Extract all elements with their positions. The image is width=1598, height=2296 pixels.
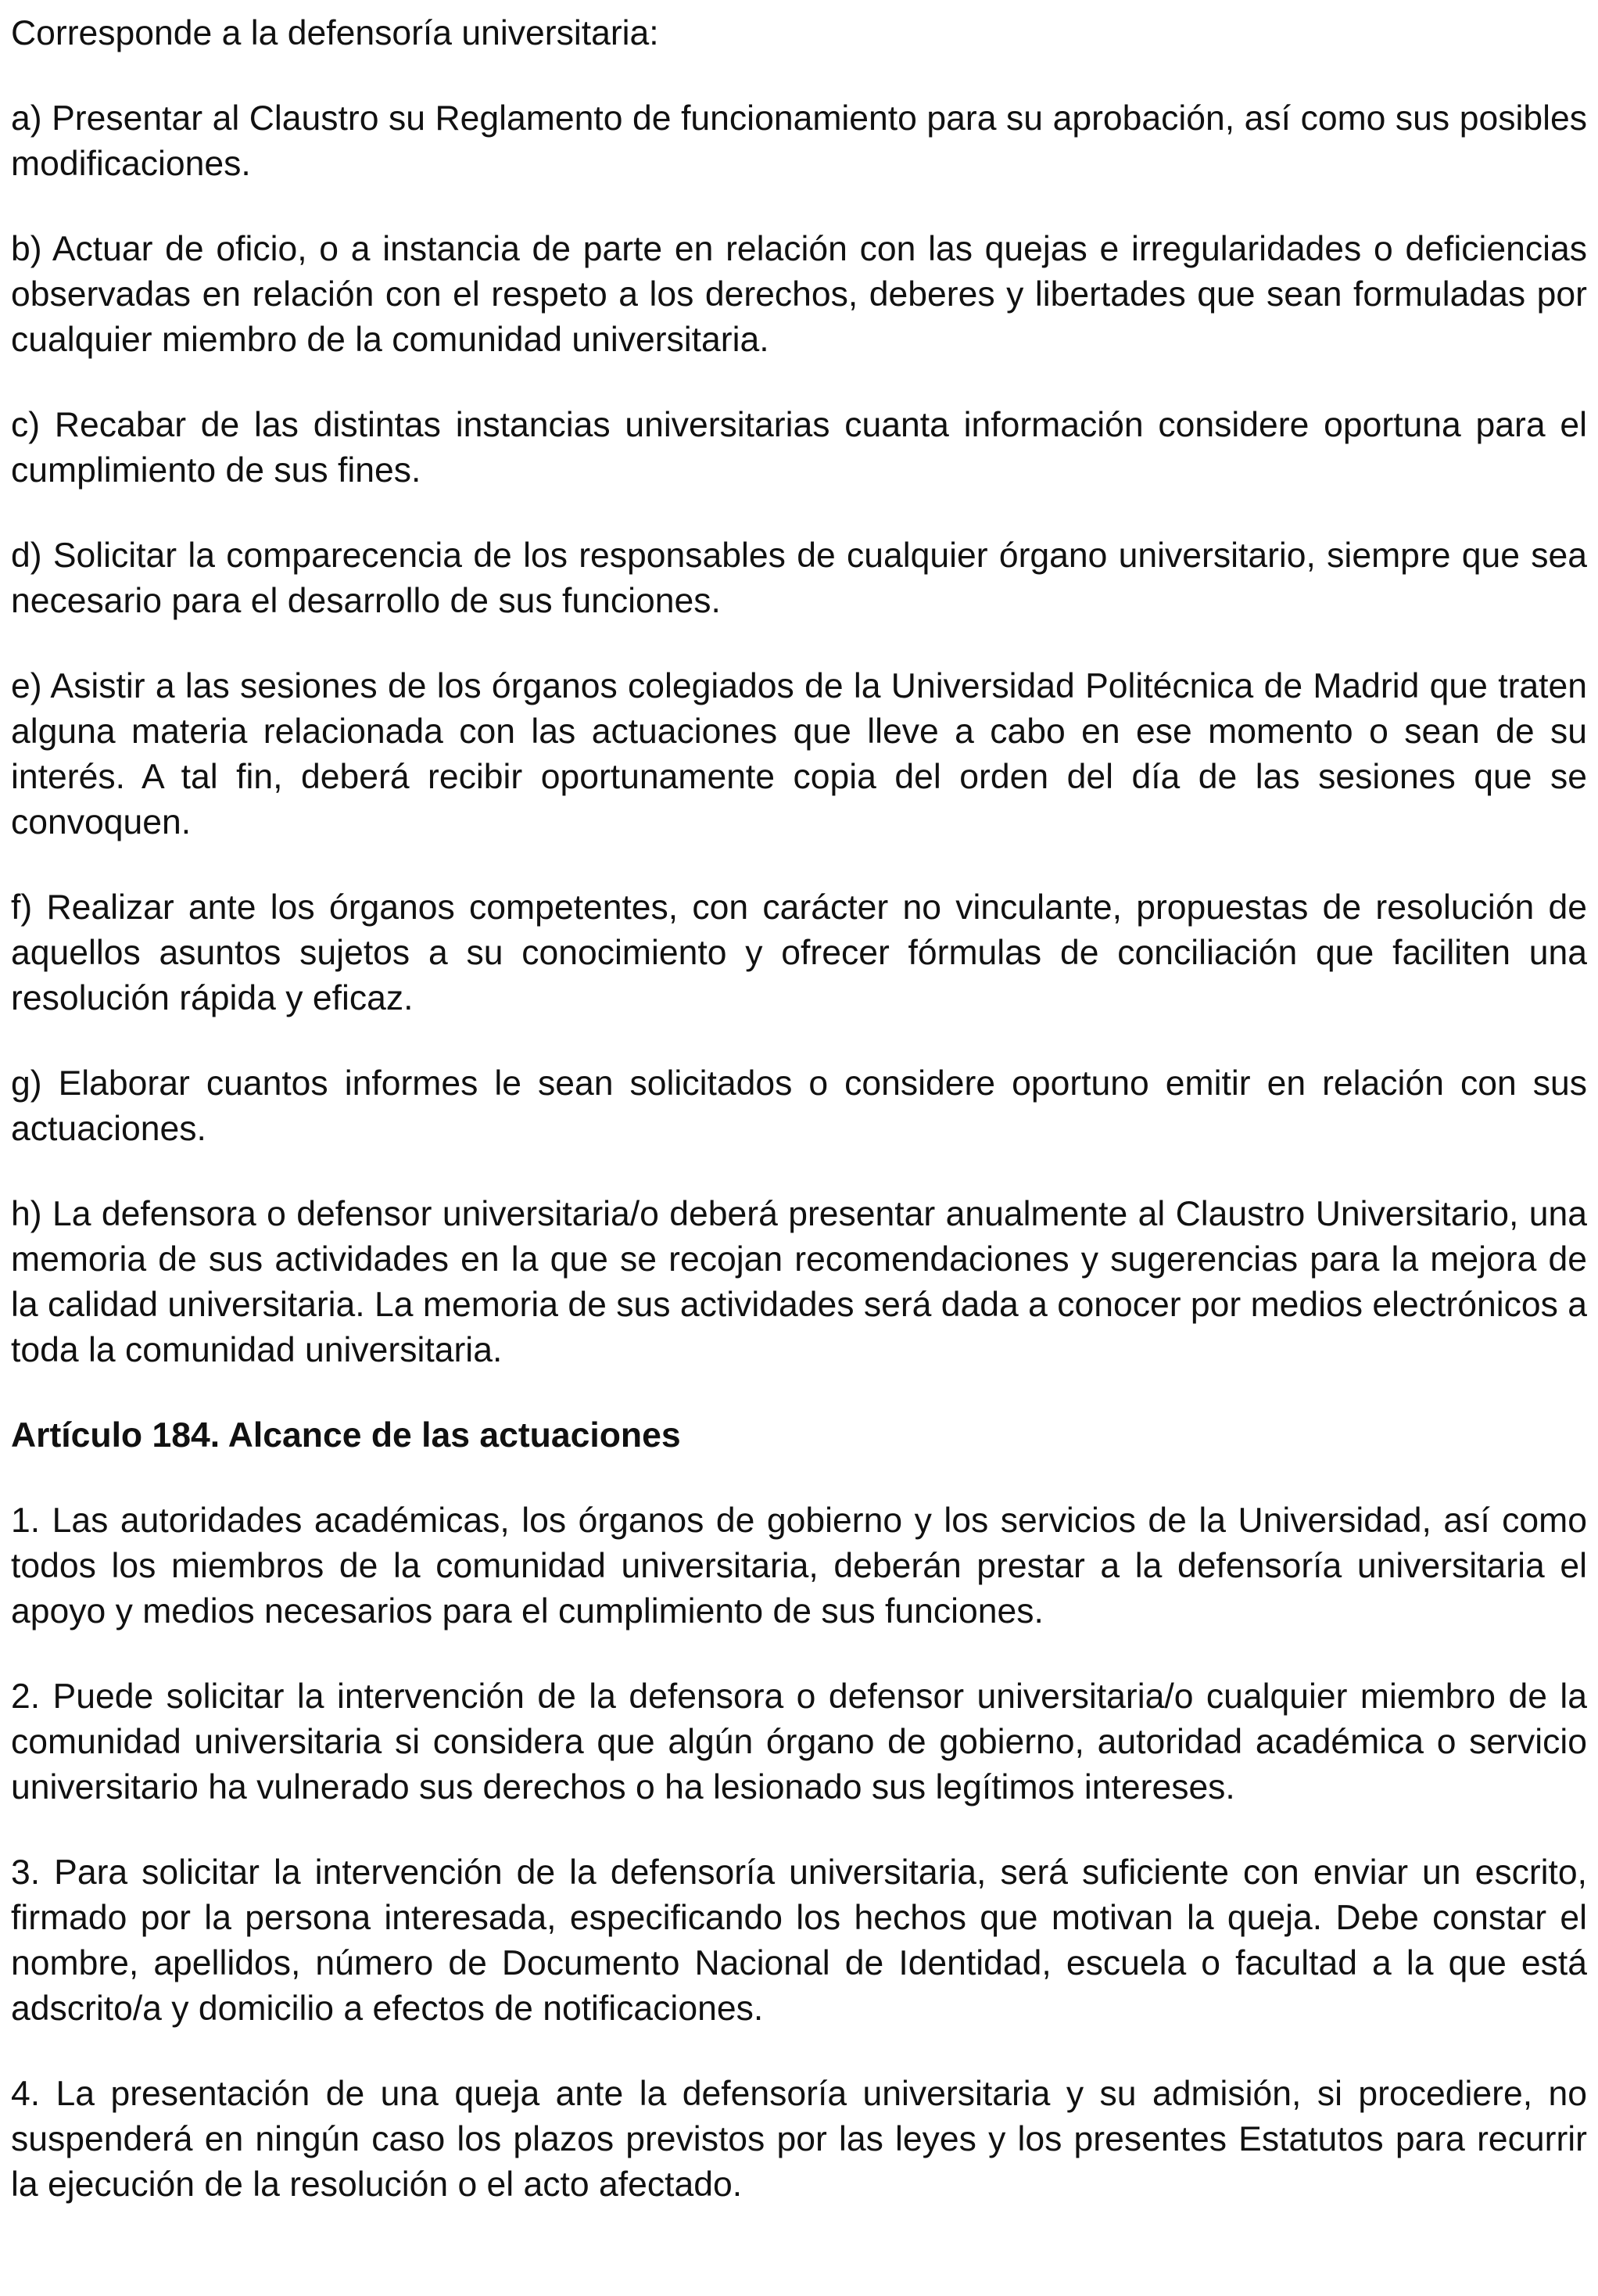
article-paragraph-1: 1. Las autoridades académicas, los órganos de gobierno y los servicios de la Universidad, así como todos los miembros de la comunidad universitaria, deberán prestar a la defensoría universitaria el apoyo y medios necesarios para el cumplimiento de sus funciones. bbox=[11, 1501, 1587, 1631]
item-h-paragraph: h) La defensora o defensor universitaria/o deberá presentar anualmente al Claustro Universitario, una memoria de sus actividades en la que se recojan recomendaciones y sugerencias para la mejora de la calidad universitaria. La memoria de sus actividades será dada a conocer por medios electrónicos a toda la comunidad universitaria. bbox=[11, 1195, 1587, 1369]
article-paragraph-3: 3. Para solicitar la intervención de la defensoría universitaria, será suficiente con enviar un escrito, firmado por la persona interesada, especificando los hechos que motivan la queja. Debe constar el nombre, apellidos, número de Documento Nacional de Identidad, escuela o facultad a la que está adscrito/a y domicilio a efectos de notificaciones. bbox=[11, 1853, 1587, 2028]
intro-paragraph: Corresponde a la defensoría universitaria: bbox=[11, 14, 659, 52]
article-paragraph-4: 4. La presentación de una queja ante la defensoría universitaria y su admisión, si procediere, no suspenderá en ningún caso los plazos previstos por las leyes y los presentes Estatutos para recurrir la ejecución de la resolución o el acto afectado. bbox=[11, 2075, 1587, 2204]
item-f-paragraph: f) Realizar ante los órganos competentes, con carácter no vinculante, propuestas de resolución de aquellos asuntos sujetos a su conocimiento y ofrecer fórmulas de conciliación que faciliten una resolución rápida y eficaz. bbox=[11, 888, 1587, 1017]
item-b-paragraph: b) Actuar de oficio, o a instancia de parte en relación con las quejas e irregularidades o deficiencias observadas en relación con el respeto a los derechos, deberes y libertades que sean formuladas por cualquier miembro de la comunidad universitaria. bbox=[11, 230, 1587, 359]
article-paragraph-2: 2. Puede solicitar la intervención de la defensora o defensor universitaria/o cualquier miembro de la comunidad universitaria si considera que algún órgano de gobierno, autoridad académica o servicio universitario ha vulnerado sus derechos o ha lesionado sus legítimos intereses. bbox=[11, 1677, 1587, 1806]
item-a-paragraph: a) Presentar al Claustro su Reglamento de funcionamiento para su aprobación, así como sus posibles modificaciones. bbox=[11, 99, 1587, 183]
article-heading: Artículo 184. Alcance de las actuaciones bbox=[11, 1416, 681, 1455]
item-g-paragraph: g) Elaborar cuantos informes le sean solicitados o considere oportuno emitir en relación con sus actuaciones. bbox=[11, 1064, 1587, 1148]
document-page bbox=[11, 11, 1587, 2208]
item-e-paragraph: e) Asistir a las sesiones de los órganos colegiados de la Universidad Politécnica de Madrid que traten alguna materia relacionada con las actuaciones que lleve a cabo en ese momento o sean de su interés. A tal fin, deberá recibir oportunamente copia del orden del día de las sesiones que se convoquen. bbox=[11, 667, 1587, 841]
item-d-paragraph: d) Solicitar la comparecencia de los responsables de cualquier órgano universitario, siempre que sea necesario para el desarrollo de sus funciones. bbox=[11, 536, 1587, 620]
item-c-paragraph: c) Recabar de las distintas instancias universitarias cuanta información considere oportuna para el cumplimiento de sus fines. bbox=[11, 406, 1587, 490]
